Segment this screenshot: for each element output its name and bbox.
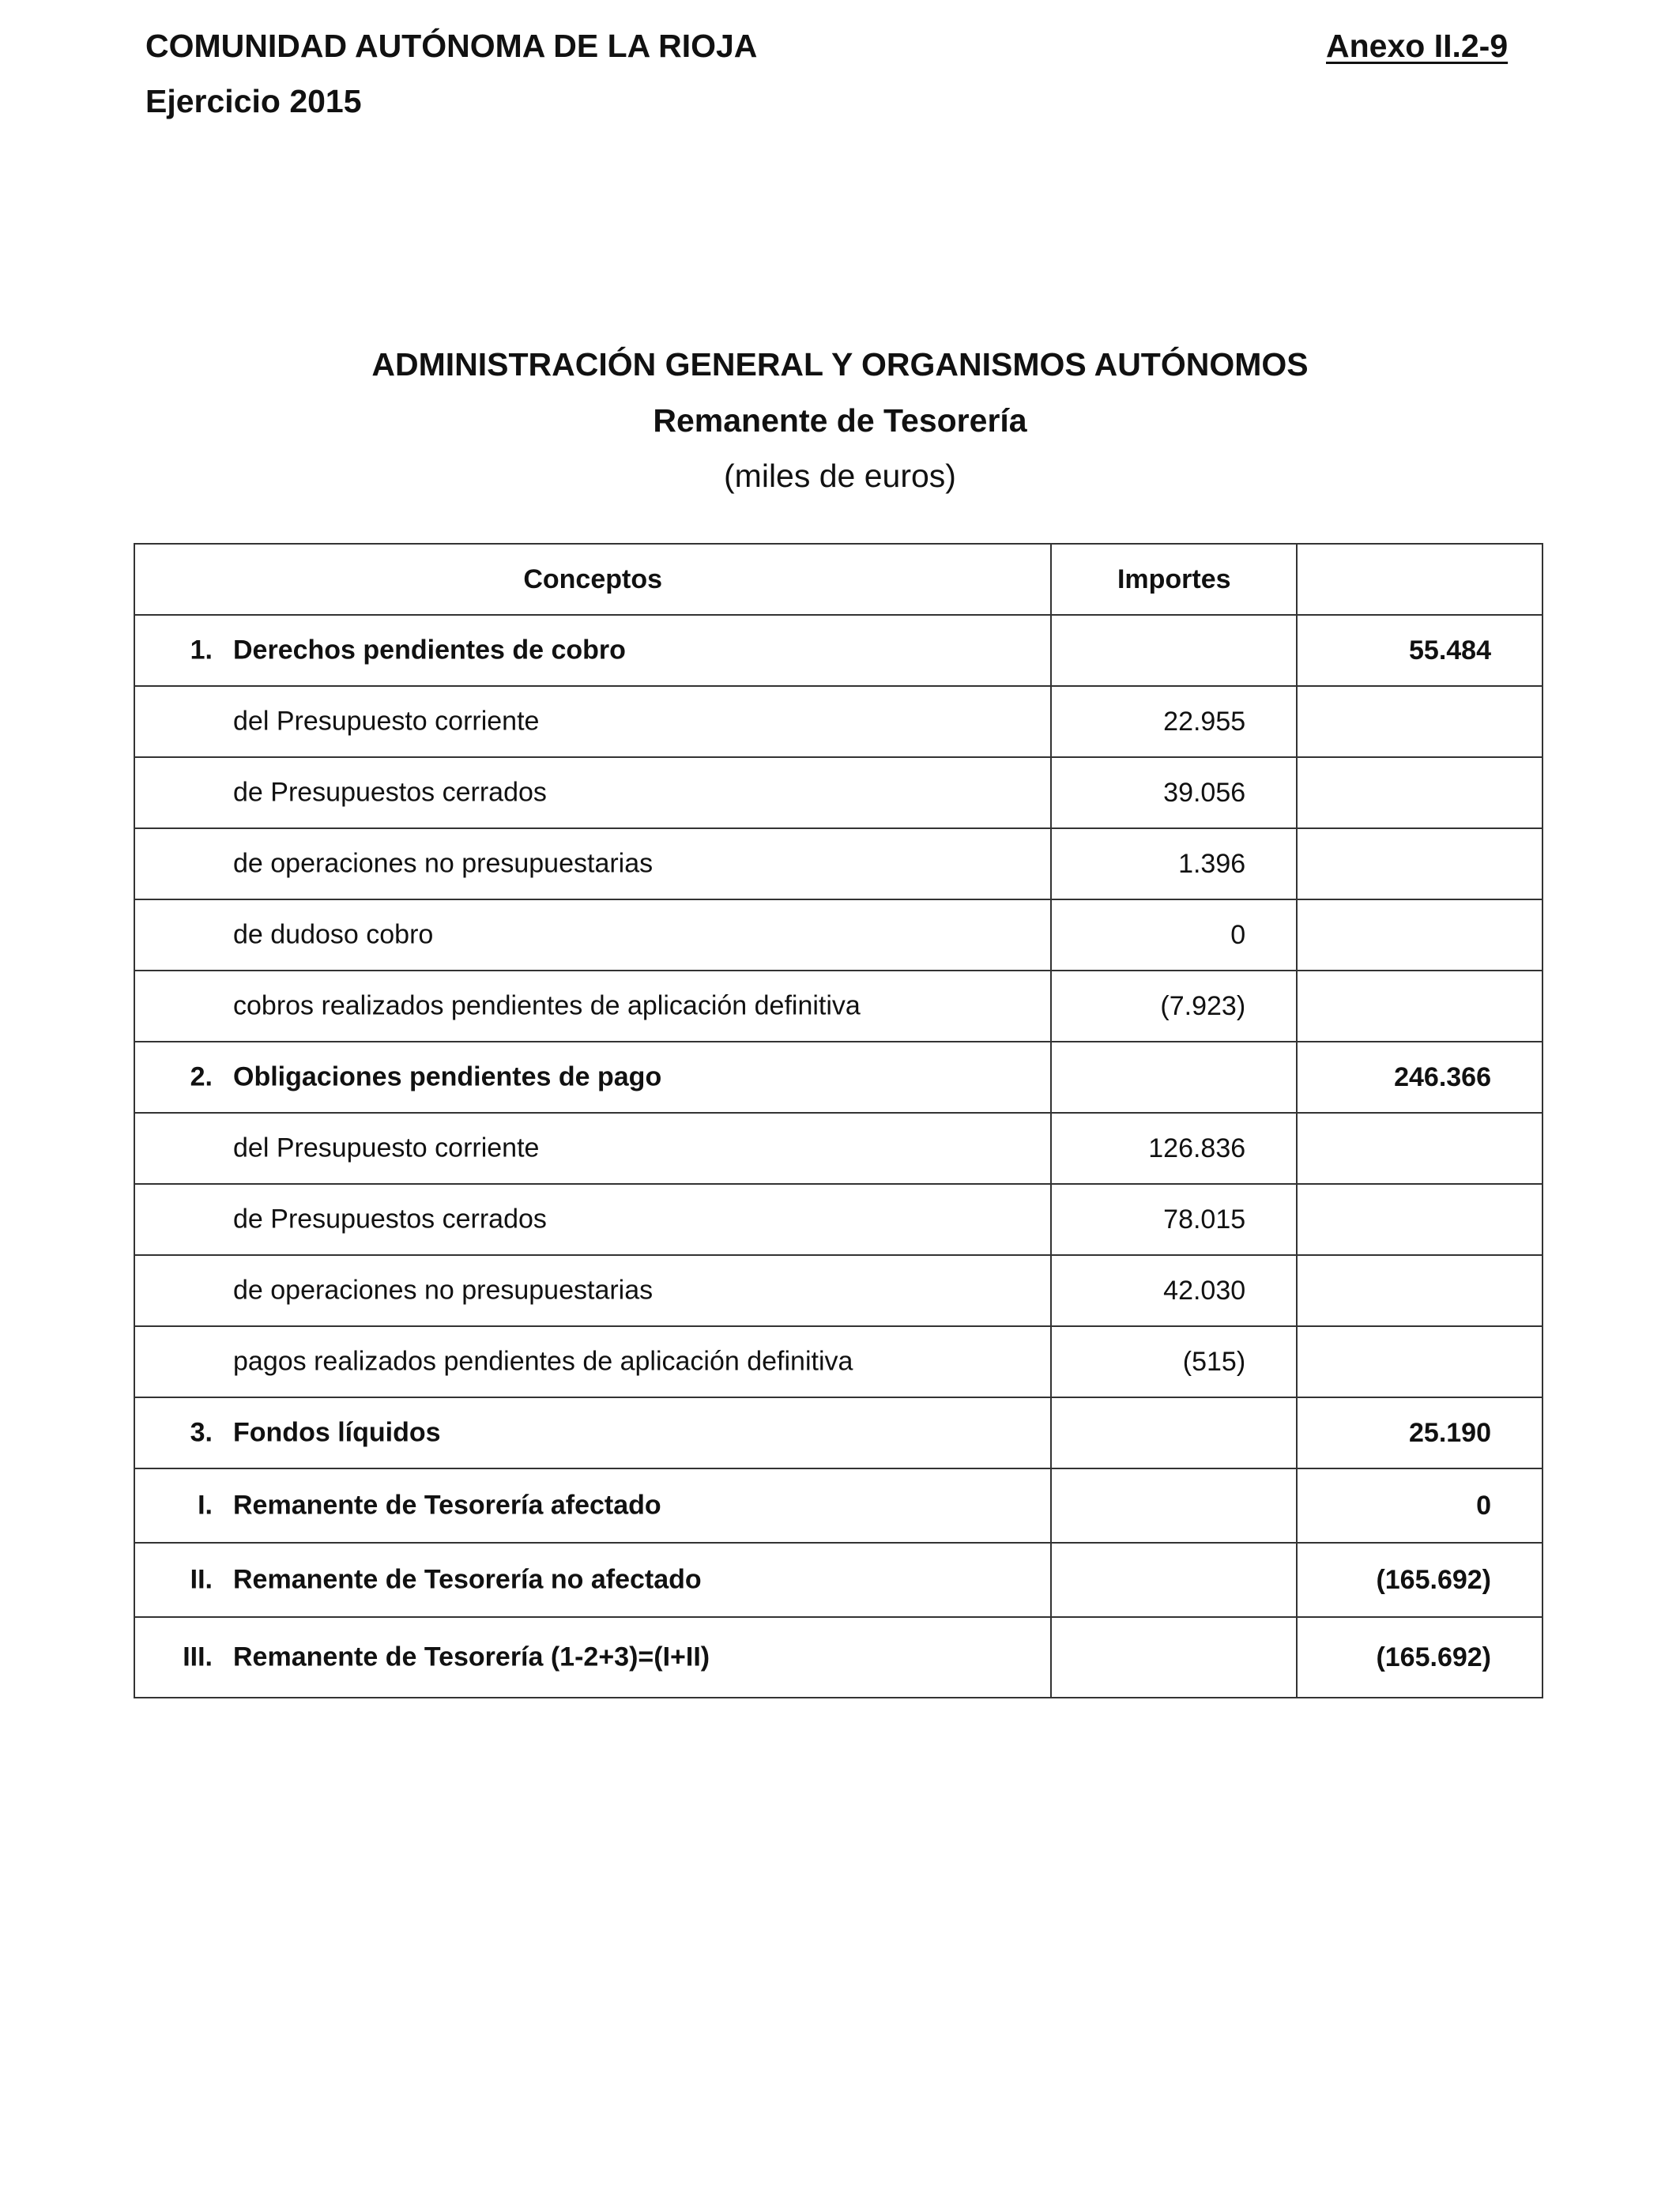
row-label: Obligaciones pendientes de pago <box>233 1061 662 1092</box>
row-label: pagos realizados pendientes de aplicación definitiva <box>233 1346 853 1377</box>
document-header <box>145 22 757 133</box>
row-number: 3. <box>190 1417 213 1448</box>
row-label: cobros realizados pendientes de aplicación definitiva <box>233 990 861 1021</box>
row-amount <box>1051 1617 1297 1698</box>
table-row <box>134 1326 1543 1397</box>
table-row <box>134 1184 1543 1255</box>
row-amount <box>1051 1468 1297 1543</box>
community-name: COMUNIDAD AUTÓNOMA DE LA RIOJA <box>145 28 758 64</box>
row-amount: 78.015 <box>1051 1184 1297 1255</box>
row-total <box>1297 828 1543 899</box>
report-title: ADMINISTRACIÓN GENERAL Y ORGANISMOS AUTÓNOMOS <box>371 346 1309 383</box>
table-row <box>134 1543 1543 1617</box>
row-label: Remanente de Tesorería no afectado <box>233 1564 702 1595</box>
row-label: Derechos pendientes de cobro <box>233 635 626 665</box>
row-label: Remanente de Tesorería (1-2+3)=(I+II) <box>233 1642 710 1672</box>
row-label: del Presupuesto corriente <box>233 706 540 737</box>
row-amount: 22.955 <box>1051 686 1297 757</box>
row-total: (165.692) <box>1297 1617 1543 1698</box>
row-label: Remanente de Tesorería afectado <box>233 1490 661 1521</box>
row-label: del Presupuesto corriente <box>233 1133 540 1163</box>
header-totals <box>1297 544 1543 615</box>
row-total: (165.692) <box>1297 1543 1543 1617</box>
table-row <box>134 899 1543 971</box>
annex-reference: Anexo II.2-9 <box>1326 28 1509 64</box>
row-number: I. <box>198 1490 213 1521</box>
row-total <box>1297 1184 1543 1255</box>
treasury-remainder-table <box>134 543 1543 1698</box>
report-titles <box>0 336 1680 503</box>
table-header-row <box>134 544 1543 615</box>
row-total: 246.366 <box>1297 1042 1543 1113</box>
row-amount: 39.056 <box>1051 757 1297 828</box>
row-amount <box>1051 1397 1297 1468</box>
row-label: de operaciones no presupuestarias <box>233 848 654 879</box>
row-total: 25.190 <box>1297 1397 1543 1468</box>
row-amount <box>1051 1042 1297 1113</box>
table-row <box>134 1397 1543 1468</box>
row-amount <box>1051 1543 1297 1617</box>
report-units: (miles de euros) <box>724 458 956 494</box>
table-row <box>134 1255 1543 1326</box>
row-total <box>1297 1113 1543 1184</box>
row-total: 0 <box>1297 1468 1543 1543</box>
row-number: III. <box>183 1642 213 1672</box>
row-amount: (515) <box>1051 1326 1297 1397</box>
row-number: II. <box>190 1564 213 1595</box>
row-total <box>1297 971 1543 1042</box>
row-total <box>1297 1255 1543 1326</box>
row-total <box>1297 1326 1543 1397</box>
header-concepts: Conceptos <box>134 544 1051 615</box>
row-total <box>1297 757 1543 828</box>
table-row <box>134 828 1543 899</box>
row-amount: 1.396 <box>1051 828 1297 899</box>
report-subtitle: Remanente de Tesorería <box>653 402 1027 439</box>
table-row <box>134 1042 1543 1113</box>
table-row <box>134 1617 1543 1698</box>
row-amount: 0 <box>1051 899 1297 971</box>
row-amount: (7.923) <box>1051 971 1297 1042</box>
row-total <box>1297 899 1543 971</box>
row-label: de dudoso cobro <box>233 919 434 950</box>
row-label: Fondos líquidos <box>233 1417 441 1448</box>
row-amount <box>1051 615 1297 686</box>
table-row <box>134 1468 1543 1543</box>
table-row <box>134 757 1543 828</box>
row-total: 55.484 <box>1297 615 1543 686</box>
row-number: 1. <box>190 635 213 665</box>
row-amount: 42.030 <box>1051 1255 1297 1326</box>
row-number: 2. <box>190 1061 213 1092</box>
exercise-year: Ejercicio 2015 <box>145 83 362 119</box>
table-row <box>134 1113 1543 1184</box>
row-amount: 126.836 <box>1051 1113 1297 1184</box>
table-row <box>134 615 1543 686</box>
row-total <box>1297 686 1543 757</box>
table-row <box>134 686 1543 757</box>
table-row <box>134 971 1543 1042</box>
row-label: de Presupuestos cerrados <box>233 1204 547 1235</box>
row-label: de operaciones no presupuestarias <box>233 1275 654 1306</box>
header-amounts: Importes <box>1051 544 1297 615</box>
row-label: de Presupuestos cerrados <box>233 777 547 808</box>
